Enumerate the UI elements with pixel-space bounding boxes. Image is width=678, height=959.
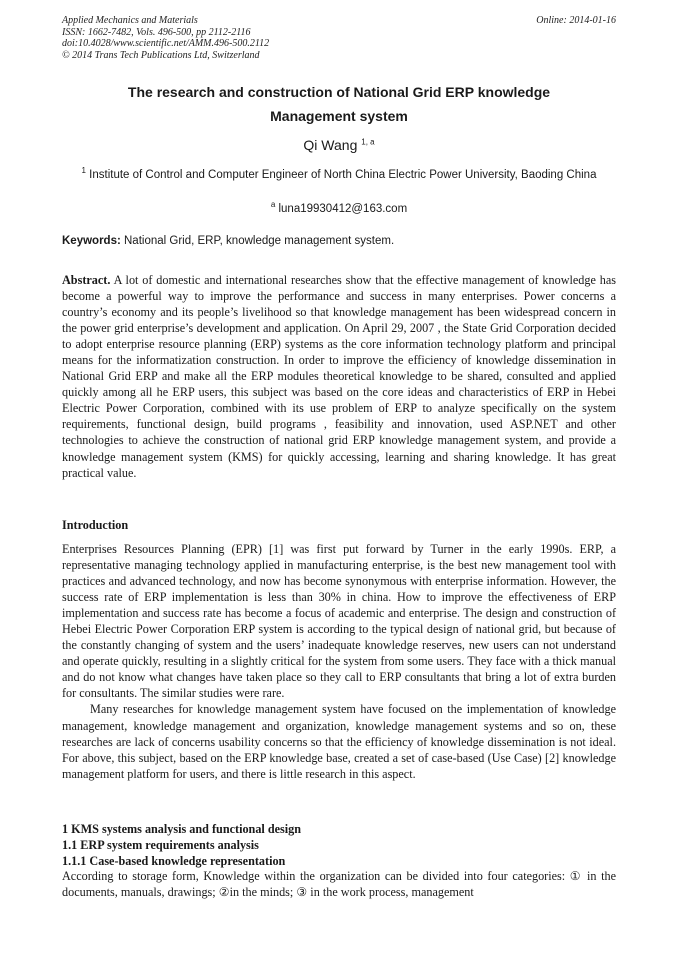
- journal-name: Applied Mechanics and Materials: [62, 15, 198, 26]
- email: [62, 200, 616, 215]
- keywords: [62, 235, 616, 247]
- copyright-line: © 2014 Trans Tech Publications Ltd, Switzerland: [62, 49, 260, 61]
- keywords-text: National Grid, ERP, knowledge management system.: [120, 235, 395, 247]
- abstract-text: A lot of domestic and international researches show that the effective management of knowledge has become a powerful way to improve the performance and success in many enterprises. Power concerns a country’s economy and its people’s livelihood so that knowledge management has been widespread concern in the power grid enterprise’s development and application. On April 29, 2007 , the State Grid Corporation decided to adopt enterprise resource planning (ERP) systems as the core information technology platform and principal means for the informatization construction. In order to improve the efficiency of knowledge dissemination in National Grid ERP and make all the ERP modules theoretical knowledge to be shared, consulted and applied quickly among all he ERP users, this subject was based on the core ideas and characteristics of ERP in Hebei Electric Power Corporation, combined with its use problem of ERP to analyze specifically on the system requirements, functional design, build programs , feasibility and innovation, used ASP.NET and other technologies to achieve the construction of national grid ERP knowledge management system, and provide a knowledge management system (KMS) for quickly accessing, learning and sharing knowledge. It has great practical value.: [62, 273, 616, 480]
- author-superscript: 1, a: [361, 137, 375, 147]
- affiliation-text: Institute of Control and Computer Engineer of North China Electric Power University, Baoding China: [89, 168, 597, 181]
- online-date: Online: 2014-01-16: [536, 15, 616, 26]
- introduction-body: [62, 541, 616, 782]
- introduction-paragraph-1: Enterprises Resources Planning (EPR) [1] was first put forward by Turner in the early 1990s. ERP, a representative managing technology applied in manufacturing enterprise, is the best new management tool with practices and advanced technology, and now has become synonymous with enterprise information. However, the success rate of ERP implementation is less than 30% in china. How to improve the effectiveness of ERP implementation and success rate has become a focus of academic and enterprise. The design and construction of Hebei Electric Power Corporation ERP system is according to the typical design of national grid, but because of the constantly changing of system and the users’ inadequate knowledge reserves, new users can not understand and operate quickly, resulting in a slightly critical for the system from some users. They face with a thick manual and do not know what changes have taken place so they call to ERP consultants that bring a lot of extra burden for consultants. The similar studies were rare.: [62, 542, 616, 701]
- abstract-label: Abstract.: [62, 273, 111, 287]
- issn-line: ISSN: 1662-7482, Vols. 496-500, pp 2112-2116: [62, 26, 251, 38]
- section-1-1-1-heading: 1.1.1 Case-based knowledge representation: [62, 854, 286, 868]
- paper-title: [62, 80, 616, 128]
- abstract: [62, 272, 616, 481]
- section-1-heading: 1 KMS systems analysis and functional design: [62, 822, 302, 836]
- journal-header: [62, 15, 616, 61]
- doi-line: doi:10.4028/www.scientific.net/AMM.496-500.2112: [62, 38, 270, 49]
- section-1-1-heading: 1.1 ERP system requirements analysis: [62, 838, 259, 852]
- author: [62, 137, 616, 153]
- author-name: Qi Wang: [303, 137, 358, 153]
- introduction-paragraph-2: Many researches for knowledge management system have focused on the implementation of knowledge management, knowledge management and organization, knowledge management systems and so on, these researches are lack of concerns usability concerns so that the efficiency of knowledge dissemination is not ideal. For above, this subject, based on the ERP knowledge base, created a set of case-based (Use Case) [2] knowledge management platform for users, and there is little research in this aspect.: [62, 702, 616, 781]
- affiliation-superscript: 1: [81, 166, 86, 175]
- email-superscript: a: [270, 200, 276, 209]
- introduction-heading: Introduction: [62, 518, 129, 532]
- title-line-2: Management system: [270, 108, 408, 124]
- keywords-label: Keywords:: [62, 235, 121, 247]
- section-1-1-1-paragraph: According to storage form, Knowledge within the organization can be divided into four categories: ① in the documents, manuals, drawings; ②in the minds; ③ in the work process, management: [62, 869, 616, 900]
- email-address[interactable]: luna19930412@163.com: [278, 202, 408, 215]
- affiliation: [62, 164, 616, 182]
- title-line-1: The research and construction of National Grid ERP knowledge: [127, 84, 551, 100]
